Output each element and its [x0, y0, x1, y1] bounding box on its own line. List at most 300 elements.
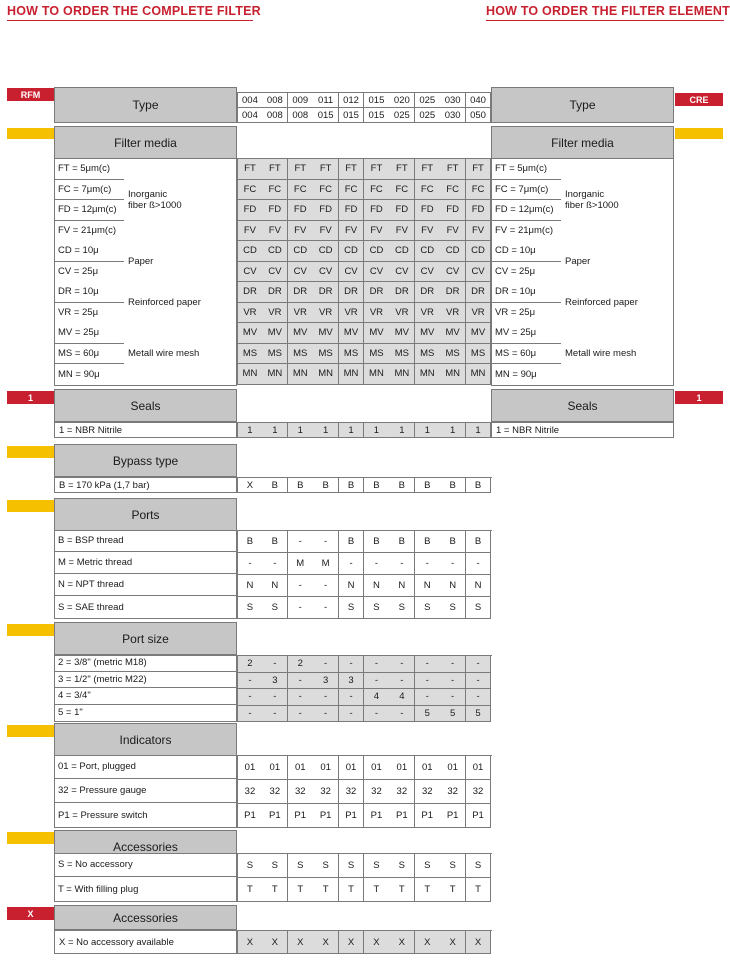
code-cell: -: [389, 553, 415, 575]
code-cell: -: [262, 689, 288, 706]
code-cell: MN: [466, 364, 492, 385]
filter-media-header-right: Filter media: [491, 126, 674, 159]
code-cell: DR: [313, 282, 339, 303]
media-option: FC = 7μm(c): [54, 180, 124, 201]
code-cell: X: [389, 931, 415, 954]
code-cell: FC: [262, 180, 288, 201]
code-cell: X: [466, 931, 492, 954]
code-cell: -: [339, 706, 365, 723]
code-cell: N: [237, 575, 263, 597]
media-group-label: Metall wire mesh: [128, 348, 200, 360]
code-cell: FC: [440, 180, 466, 201]
code-cell: MS: [339, 344, 365, 365]
port_size-option: 4 = 3/4": [54, 688, 237, 705]
code-cell: S: [466, 597, 492, 619]
media-option: FT = 5μm(c): [491, 159, 561, 180]
code-cell: 4: [389, 689, 415, 706]
code-cell: 2: [288, 656, 314, 673]
media-option: DR = 10μ: [491, 282, 561, 303]
code-cell: 1: [389, 423, 415, 438]
code-cell: MS: [313, 344, 339, 365]
code-cell: S: [237, 597, 263, 619]
code-cell: X: [288, 931, 314, 954]
code-cell: S: [415, 854, 441, 878]
code-cell: T: [313, 878, 339, 902]
code-cell: MN: [364, 364, 390, 385]
code-cell: 1: [364, 423, 390, 438]
code-cell: CV: [313, 262, 339, 283]
code-cell: P1: [415, 804, 441, 828]
code-cell: -: [364, 706, 390, 723]
media-group-label: Reinforced paper: [128, 297, 201, 308]
code-cell: S: [364, 597, 390, 619]
code-cell: 32: [313, 780, 339, 804]
code-cell: CV: [440, 262, 466, 283]
seals-header-right: Seals: [491, 389, 674, 422]
code-cell: 015: [364, 93, 390, 108]
code-cell: VR: [313, 303, 339, 324]
code-cell: S: [389, 854, 415, 878]
code-cell: S: [389, 597, 415, 619]
code-cell: 01: [364, 756, 390, 780]
code-cell: CD: [313, 241, 339, 262]
media-option: MV = 25μ: [491, 323, 561, 344]
code-cell: FD: [339, 200, 365, 221]
code-cell: MS: [262, 344, 288, 365]
accessories-header: Accessories: [54, 830, 237, 863]
accessories-element-option: X = No accessory available: [54, 930, 237, 954]
code-cell: -: [466, 656, 492, 673]
code-cell: DR: [339, 282, 365, 303]
code-cell: 01: [389, 756, 415, 780]
media-option: DR = 10μ: [54, 282, 124, 303]
code-cell: S: [339, 597, 365, 619]
code-cell: B: [313, 478, 339, 493]
code-cell: FT: [313, 159, 339, 180]
code-cell: 015: [364, 108, 390, 123]
code-cell: X: [237, 931, 263, 954]
code-cell: T: [339, 878, 365, 902]
code-cell: 3: [339, 673, 365, 690]
media-option: FD = 12μm(c): [54, 200, 124, 221]
code-cell: MS: [440, 344, 466, 365]
code-cell: 004: [237, 93, 263, 108]
code-cell: -: [339, 656, 365, 673]
code-cell: MN: [313, 364, 339, 385]
code-cell: DR: [440, 282, 466, 303]
code-cell: FT: [415, 159, 441, 180]
code-cell: P1: [389, 804, 415, 828]
code-cell: FT: [364, 159, 390, 180]
code-cell: VR: [364, 303, 390, 324]
code-cell: 32: [237, 780, 263, 804]
code-cell: P1: [313, 804, 339, 828]
code-cell: -: [364, 553, 390, 575]
code-cell: DR: [262, 282, 288, 303]
code-cell: FC: [313, 180, 339, 201]
code-cell: FD: [313, 200, 339, 221]
media-option: CD = 10μ: [54, 241, 124, 262]
code-cell: FD: [262, 200, 288, 221]
code-cell: 01: [466, 756, 492, 780]
code-cell: VR: [288, 303, 314, 324]
code-cell: T: [364, 878, 390, 902]
media-option: MN = 90μ: [495, 368, 537, 380]
code-cell: CD: [440, 241, 466, 262]
filter-media-tag-right: [675, 128, 723, 139]
code-cell: MN: [440, 364, 466, 385]
code-cell: X: [339, 931, 365, 954]
code-cell: DR: [389, 282, 415, 303]
code-cell: X: [364, 931, 390, 954]
code-cell: VR: [440, 303, 466, 324]
code-cell: -: [466, 553, 492, 575]
code-cell: -: [313, 706, 339, 723]
media-option: FV = 21μm(c): [495, 225, 553, 237]
code-cell: MN: [415, 364, 441, 385]
code-cell: 01: [440, 756, 466, 780]
code-cell: MV: [466, 323, 492, 344]
media-option: VR = 25μ: [495, 307, 536, 319]
code-cell: VR: [237, 303, 263, 324]
code-cell: X: [262, 931, 288, 954]
code-cell: -: [389, 706, 415, 723]
code-cell: S: [262, 854, 288, 878]
accessories-option: S = No accessory: [54, 853, 237, 877]
code-cell: FD: [288, 200, 314, 221]
code-cell: MV: [288, 323, 314, 344]
code-cell: M: [288, 553, 314, 575]
code-cell: FC: [288, 180, 314, 201]
code-cell: B: [415, 478, 441, 493]
code-cell: 1: [237, 423, 263, 438]
code-cell: FV: [288, 221, 314, 242]
ports-option: N = NPT thread: [54, 574, 237, 596]
code-cell: S: [262, 597, 288, 619]
code-cell: 01: [262, 756, 288, 780]
code-cell: VR: [262, 303, 288, 324]
code-cell: 01: [237, 756, 263, 780]
code-cell: 32: [288, 780, 314, 804]
seals-header-left: Seals: [54, 389, 237, 422]
code-cell: M: [313, 553, 339, 575]
code-cell: -: [288, 597, 314, 619]
code-cell: VR: [466, 303, 492, 324]
code-cell: 004: [237, 108, 263, 123]
code-cell: P1: [262, 804, 288, 828]
code-cell: 1: [440, 423, 466, 438]
code-cell: MV: [339, 323, 365, 344]
code-cell: B: [237, 531, 263, 553]
code-cell: B: [466, 531, 492, 553]
ports-option: M = Metric thread: [54, 552, 237, 574]
code-cell: S: [440, 597, 466, 619]
type-header-left: Type: [54, 87, 237, 123]
code-cell: 32: [262, 780, 288, 804]
code-cell: 32: [339, 780, 365, 804]
code-cell: CV: [415, 262, 441, 283]
bypass-header: Bypass type: [54, 444, 237, 477]
code-cell: B: [415, 531, 441, 553]
code-cell: 009: [288, 93, 314, 108]
code-cell: S: [313, 854, 339, 878]
media-option: MN = 90μ: [58, 368, 100, 380]
code-cell: N: [440, 575, 466, 597]
code-cell: MN: [339, 364, 365, 385]
code-cell: CV: [288, 262, 314, 283]
port_size-option: 5 = 1": [58, 707, 83, 719]
code-cell: MS: [364, 344, 390, 365]
code-cell: -: [364, 656, 390, 673]
code-cell: P1: [237, 804, 263, 828]
code-cell: -: [313, 531, 339, 553]
code-cell: 030: [440, 93, 466, 108]
accessories-option: T = With filling plug: [58, 883, 139, 895]
code-cell: 5: [440, 706, 466, 723]
code-cell: VR: [415, 303, 441, 324]
code-cell: MN: [237, 364, 263, 385]
code-cell: DR: [237, 282, 263, 303]
code-cell: FC: [389, 180, 415, 201]
code-cell: N: [466, 575, 492, 597]
code-cell: 1: [288, 423, 314, 438]
code-cell: N: [389, 575, 415, 597]
code-cell: MS: [466, 344, 492, 365]
code-cell: FC: [237, 180, 263, 201]
media-option: FT = 5μm(c): [54, 159, 124, 180]
ports-option: B = BSP thread: [54, 530, 237, 552]
code-cell: -: [237, 706, 263, 723]
code-cell: -: [262, 706, 288, 723]
type-header-right: Type: [491, 87, 674, 123]
code-cell: DR: [415, 282, 441, 303]
code-cell: 5: [415, 706, 441, 723]
code-cell: 01: [288, 756, 314, 780]
code-cell: FT: [389, 159, 415, 180]
seals-option-left: 1 = NBR Nitrile: [54, 422, 237, 438]
code-cell: B: [364, 531, 390, 553]
code-cell: FV: [466, 221, 492, 242]
code-cell: T: [440, 878, 466, 902]
code-cell: 3: [313, 673, 339, 690]
code-cell: FC: [364, 180, 390, 201]
media-group-label: Inorganic fiber ß>1000: [565, 189, 619, 211]
code-cell: B: [262, 478, 288, 493]
code-cell: B: [262, 531, 288, 553]
code-cell: CD: [389, 241, 415, 262]
rfm-tag: RFM: [7, 88, 54, 101]
code-cell: T: [466, 878, 492, 902]
code-cell: VR: [339, 303, 365, 324]
header-complete-filter: HOW TO ORDER THE COMPLETE FILTER: [7, 4, 253, 21]
code-cell: 040: [466, 93, 492, 108]
code-cell: -: [339, 689, 365, 706]
code-cell: T: [237, 878, 263, 902]
code-cell: S: [415, 597, 441, 619]
code-cell: DR: [466, 282, 492, 303]
accessories-element-header: Accessories: [54, 905, 237, 930]
port_size-header: Port size: [54, 622, 237, 655]
code-cell: CV: [389, 262, 415, 283]
code-cell: FT: [288, 159, 314, 180]
media-option: FD = 12μm(c): [491, 200, 561, 221]
code-cell: 025: [415, 108, 441, 123]
code-cell: -: [288, 673, 314, 690]
code-cell: 1: [262, 423, 288, 438]
code-cell: MV: [313, 323, 339, 344]
ports-option: S = SAE thread: [58, 601, 124, 613]
code-cell: -: [313, 689, 339, 706]
code-cell: T: [389, 878, 415, 902]
code-cell: MS: [288, 344, 314, 365]
code-cell: -: [313, 597, 339, 619]
code-cell: B: [466, 478, 492, 493]
code-cell: X: [237, 478, 263, 493]
code-cell: MV: [440, 323, 466, 344]
seals-option-right: 1 = NBR Nitrile: [491, 422, 674, 438]
code-cell: -: [313, 575, 339, 597]
bypass-tag: [7, 446, 54, 458]
media-group-label: Metall wire mesh: [565, 348, 637, 360]
code-cell: CD: [262, 241, 288, 262]
code-cell: 030: [440, 108, 466, 123]
code-cell: CV: [262, 262, 288, 283]
code-cell: 008: [262, 108, 288, 123]
code-cell: CD: [364, 241, 390, 262]
media-group-label: Paper: [128, 256, 154, 267]
media-option: VR = 25μ: [58, 307, 99, 319]
code-cell: B: [389, 531, 415, 553]
code-cell: X: [313, 931, 339, 954]
code-cell: CD: [466, 241, 492, 262]
code-cell: FD: [466, 200, 492, 221]
code-cell: B: [440, 478, 466, 493]
code-cell: MS: [415, 344, 441, 365]
filter-media-tag-left: [7, 128, 54, 139]
port_size-option: 2 = 3/8" (metric M18): [54, 655, 237, 672]
code-cell: FV: [313, 221, 339, 242]
code-cell: X: [415, 931, 441, 954]
seals-tag-right: 1: [675, 391, 723, 404]
code-cell: -: [389, 673, 415, 690]
media-group-label: Paper: [565, 256, 591, 267]
code-cell: CV: [364, 262, 390, 283]
code-cell: -: [313, 656, 339, 673]
code-cell: FV: [237, 221, 263, 242]
code-cell: FV: [364, 221, 390, 242]
code-cell: B: [364, 478, 390, 493]
ports-tag: [7, 500, 54, 512]
code-cell: N: [364, 575, 390, 597]
code-cell: -: [440, 553, 466, 575]
code-cell: CV: [466, 262, 492, 283]
code-cell: 1: [313, 423, 339, 438]
code-cell: T: [288, 878, 314, 902]
code-cell: B: [339, 531, 365, 553]
code-cell: -: [339, 553, 365, 575]
code-cell: DR: [288, 282, 314, 303]
code-cell: P1: [339, 804, 365, 828]
code-cell: FV: [339, 221, 365, 242]
seals-tag-left: 1: [7, 391, 54, 404]
code-cell: B: [288, 478, 314, 493]
code-cell: S: [364, 854, 390, 878]
code-cell: S: [339, 854, 365, 878]
code-cell: 5: [466, 706, 492, 723]
code-cell: 011: [313, 93, 339, 108]
code-cell: S: [288, 854, 314, 878]
code-cell: N: [262, 575, 288, 597]
code-cell: -: [262, 553, 288, 575]
code-cell: B: [339, 478, 365, 493]
code-cell: -: [415, 689, 441, 706]
code-cell: FT: [440, 159, 466, 180]
code-cell: MV: [389, 323, 415, 344]
code-cell: FD: [440, 200, 466, 221]
port_size-tag: [7, 624, 54, 636]
bypass-option: B = 170 kPa (1,7 bar): [54, 477, 237, 493]
media-option: MS = 60μ: [54, 344, 124, 365]
code-cell: MN: [262, 364, 288, 385]
ports-header: Ports: [54, 498, 237, 531]
code-cell: 050: [466, 108, 492, 123]
code-cell: -: [415, 553, 441, 575]
media-option: FC = 7μm(c): [491, 180, 561, 201]
code-cell: 015: [339, 108, 365, 123]
code-cell: MV: [237, 323, 263, 344]
code-cell: FC: [415, 180, 441, 201]
code-cell: FC: [466, 180, 492, 201]
code-cell: -: [440, 656, 466, 673]
filter-media-header-left: Filter media: [54, 126, 237, 159]
code-cell: FV: [389, 221, 415, 242]
code-cell: B: [389, 478, 415, 493]
code-cell: 3: [262, 673, 288, 690]
code-cell: -: [288, 689, 314, 706]
code-cell: VR: [389, 303, 415, 324]
code-cell: 32: [364, 780, 390, 804]
indicators-header: Indicators: [54, 723, 237, 756]
port_size-option: 3 = 1/2" (metric M22): [54, 672, 237, 689]
indicators-tag: [7, 725, 54, 737]
media-option: CD = 10μ: [491, 241, 561, 262]
code-cell: -: [237, 673, 263, 690]
media-option: CV = 25μ: [58, 266, 99, 278]
code-cell: FT: [262, 159, 288, 180]
media-group-label: Reinforced paper: [565, 297, 638, 308]
code-cell: -: [440, 689, 466, 706]
code-cell: 008: [262, 93, 288, 108]
media-option: FV = 21μm(c): [58, 225, 116, 237]
code-cell: FD: [415, 200, 441, 221]
code-cell: -: [440, 673, 466, 690]
code-cell: CD: [339, 241, 365, 262]
code-cell: -: [415, 673, 441, 690]
code-cell: CD: [288, 241, 314, 262]
cre-tag: CRE: [675, 93, 723, 106]
media-option: MS = 60μ: [491, 344, 561, 365]
code-cell: -: [288, 575, 314, 597]
code-cell: CD: [237, 241, 263, 262]
code-cell: P1: [364, 804, 390, 828]
code-cell: S: [466, 854, 492, 878]
code-cell: N: [415, 575, 441, 597]
code-cell: MS: [389, 344, 415, 365]
code-cell: FT: [339, 159, 365, 180]
media-group-label: Inorganic fiber ß>1000: [128, 189, 182, 211]
code-cell: FD: [237, 200, 263, 221]
code-cell: T: [415, 878, 441, 902]
